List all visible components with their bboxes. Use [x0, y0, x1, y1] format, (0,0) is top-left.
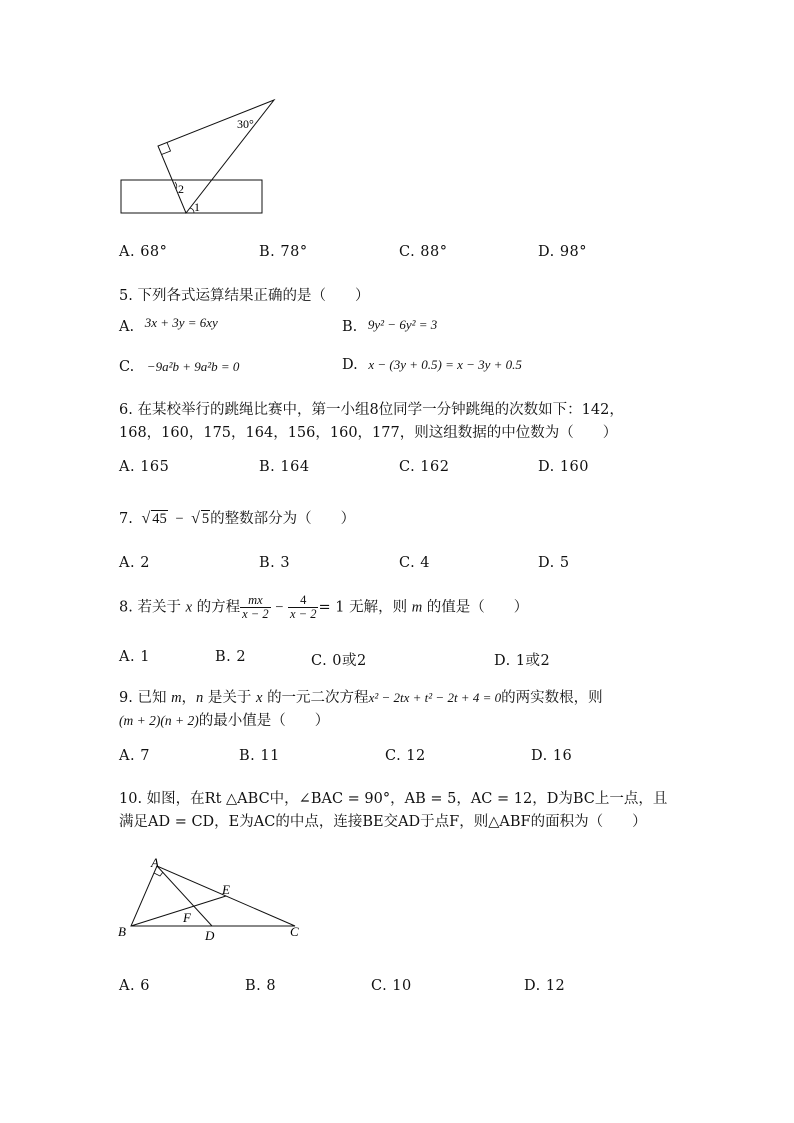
label-c: C	[290, 924, 299, 939]
q4-option-c[interactable]: C. 88°	[399, 244, 448, 260]
q4-option-d[interactable]: D. 98°	[538, 244, 588, 260]
q7-radicand-1: 45	[152, 511, 167, 527]
q7-option-d[interactable]: D. 5	[538, 555, 570, 571]
q8-prefix: 8. 若关于	[119, 599, 181, 616]
q4-option-b[interactable]: B. 78°	[259, 244, 308, 260]
q7-radicand-2: 5	[201, 511, 210, 527]
q8-suffix: 的值是（ ）	[426, 599, 529, 616]
q8-fraction-2	[288, 594, 318, 621]
label-a: A	[151, 855, 159, 870]
q9-option-b[interactable]: B. 11	[239, 748, 280, 764]
q8-frac1-denominator: x − 2	[242, 607, 269, 621]
q6-option-d[interactable]: D. 160	[538, 459, 590, 475]
right-triangle	[158, 100, 274, 213]
q8-eq: = 1 无解，则	[318, 599, 408, 616]
q10-option-a[interactable]: A. 6	[119, 978, 150, 994]
q8-frac2-denominator: x − 2	[290, 607, 317, 621]
q9-stem-line2	[119, 709, 329, 730]
q5-stem: 5. 下列各式运算结果正确的是（ ）	[119, 288, 370, 304]
q8-option-c[interactable]: C. 0或2	[311, 653, 367, 669]
q5-option-c[interactable]	[119, 359, 239, 375]
label-b: B	[118, 924, 126, 939]
radical-sign-icon: √	[141, 510, 151, 527]
figure-triangle-ruler	[110, 90, 285, 220]
q8-mid: 的方程	[196, 599, 241, 616]
q6-option-c[interactable]: C. 162	[399, 459, 450, 475]
label-f: F	[183, 910, 191, 925]
q7-option-c[interactable]: C. 4	[399, 555, 431, 571]
q9-option-c[interactable]: C. 12	[385, 748, 426, 764]
q9-line2-expr: (m + 2)(n + 2)	[119, 713, 199, 728]
q6-stem-line2: 168，160，175，164，156，160，177，则这组数据的中位数为（ ）	[119, 425, 618, 441]
q10-stem-line2: 满足AD = CD，E为AC的中点，连接BE交AD于点F，则△ABF的面积为（ ）	[119, 814, 647, 830]
q9-stem-line1	[119, 686, 603, 707]
q8-stem	[119, 594, 528, 621]
q10-option-c[interactable]: C. 10	[371, 978, 412, 994]
label-e: E	[222, 882, 230, 897]
angle-30-label: 30°	[237, 117, 254, 131]
q9-option-d[interactable]: D. 16	[531, 748, 573, 764]
q9-var-n: n	[196, 690, 204, 706]
q5-c-prefix: C.	[119, 359, 135, 375]
q7-prefix: 7.	[119, 511, 133, 527]
q7-stem	[119, 507, 355, 528]
q5-c-expr: −9a²b + 9a²b = 0	[146, 359, 240, 374]
angle-1-label: 1	[194, 200, 200, 214]
q5-d-expr: x − (3y + 0.5) = x − 3y + 0.5	[368, 357, 522, 372]
q5-b-prefix: B.	[342, 319, 358, 335]
q7-suffix: 的整数部分为（ ）	[210, 511, 356, 527]
q10-stem-line1: 10. 如图，在Rt △ABC中，∠BAC = 90°，AB = 5，AC = 12，D为BC上一点，且	[119, 791, 668, 807]
q9-var-m: m	[171, 690, 182, 706]
q5-a-expr: 3x + 3y = 6xy	[144, 315, 218, 330]
q5-b-expr: 9y² − 6y² = 3	[367, 317, 438, 332]
q5-a-prefix: A.	[119, 319, 135, 335]
q9-comma: ，	[181, 690, 197, 706]
q8-frac2-numerator: 4	[288, 594, 318, 608]
right-angle-mark-a	[154, 872, 163, 876]
q8-minus: −	[275, 599, 284, 616]
q9-line1-c: 的一元二次方程	[267, 690, 369, 706]
label-d: D	[205, 928, 215, 943]
q9-line1-d: 的两实数根，则	[501, 690, 603, 706]
q9-option-a[interactable]: A. 7	[119, 748, 150, 764]
q8-var-m: m	[411, 599, 423, 616]
q9-equation: x² − 2tx + t² − 2t + 4 = 0	[368, 690, 502, 705]
ruler-rectangle	[121, 180, 262, 213]
triangle-abc	[131, 866, 295, 926]
q8-var-x: x	[185, 599, 192, 616]
q10-option-d[interactable]: D. 12	[524, 978, 566, 994]
q8-option-a[interactable]: A. 1	[119, 649, 150, 665]
q6-stem-line1: 6. 在某校举行的跳绳比赛中，第一小组8位同学一分钟跳绳的次数如下：142，	[119, 402, 624, 418]
q8-option-b[interactable]: B. 2	[215, 649, 247, 665]
segment-be	[131, 896, 226, 926]
figure-triangle-abc	[110, 852, 310, 947]
q5-option-a[interactable]	[119, 315, 218, 335]
q7-option-a[interactable]: A. 2	[119, 555, 150, 571]
q9-line1-a: 9. 已知	[119, 690, 167, 706]
q10-option-b[interactable]: B. 8	[245, 978, 277, 994]
q6-option-b[interactable]: B. 164	[259, 459, 310, 475]
q8-option-d[interactable]: D. 1或2	[494, 653, 551, 669]
q4-option-a[interactable]: A. 68°	[119, 244, 168, 260]
q8-frac1-numerator: mx	[240, 594, 270, 608]
q7-option-b[interactable]: B. 3	[259, 555, 291, 571]
q8-fraction-1	[240, 594, 270, 621]
q9-line1-b: 是关于	[207, 690, 252, 706]
q9-var-x: x	[256, 690, 263, 706]
q5-d-prefix: D.	[342, 357, 358, 373]
q5-option-b[interactable]	[342, 319, 437, 335]
radical-sign-icon: √	[191, 510, 200, 527]
angle-2-label: 2	[178, 182, 184, 196]
q9-line2-b: 的最小值是（ ）	[198, 713, 330, 729]
q5-option-d[interactable]	[342, 357, 522, 373]
q7-minus: −	[175, 511, 184, 527]
q6-option-a[interactable]: A. 165	[119, 459, 170, 475]
